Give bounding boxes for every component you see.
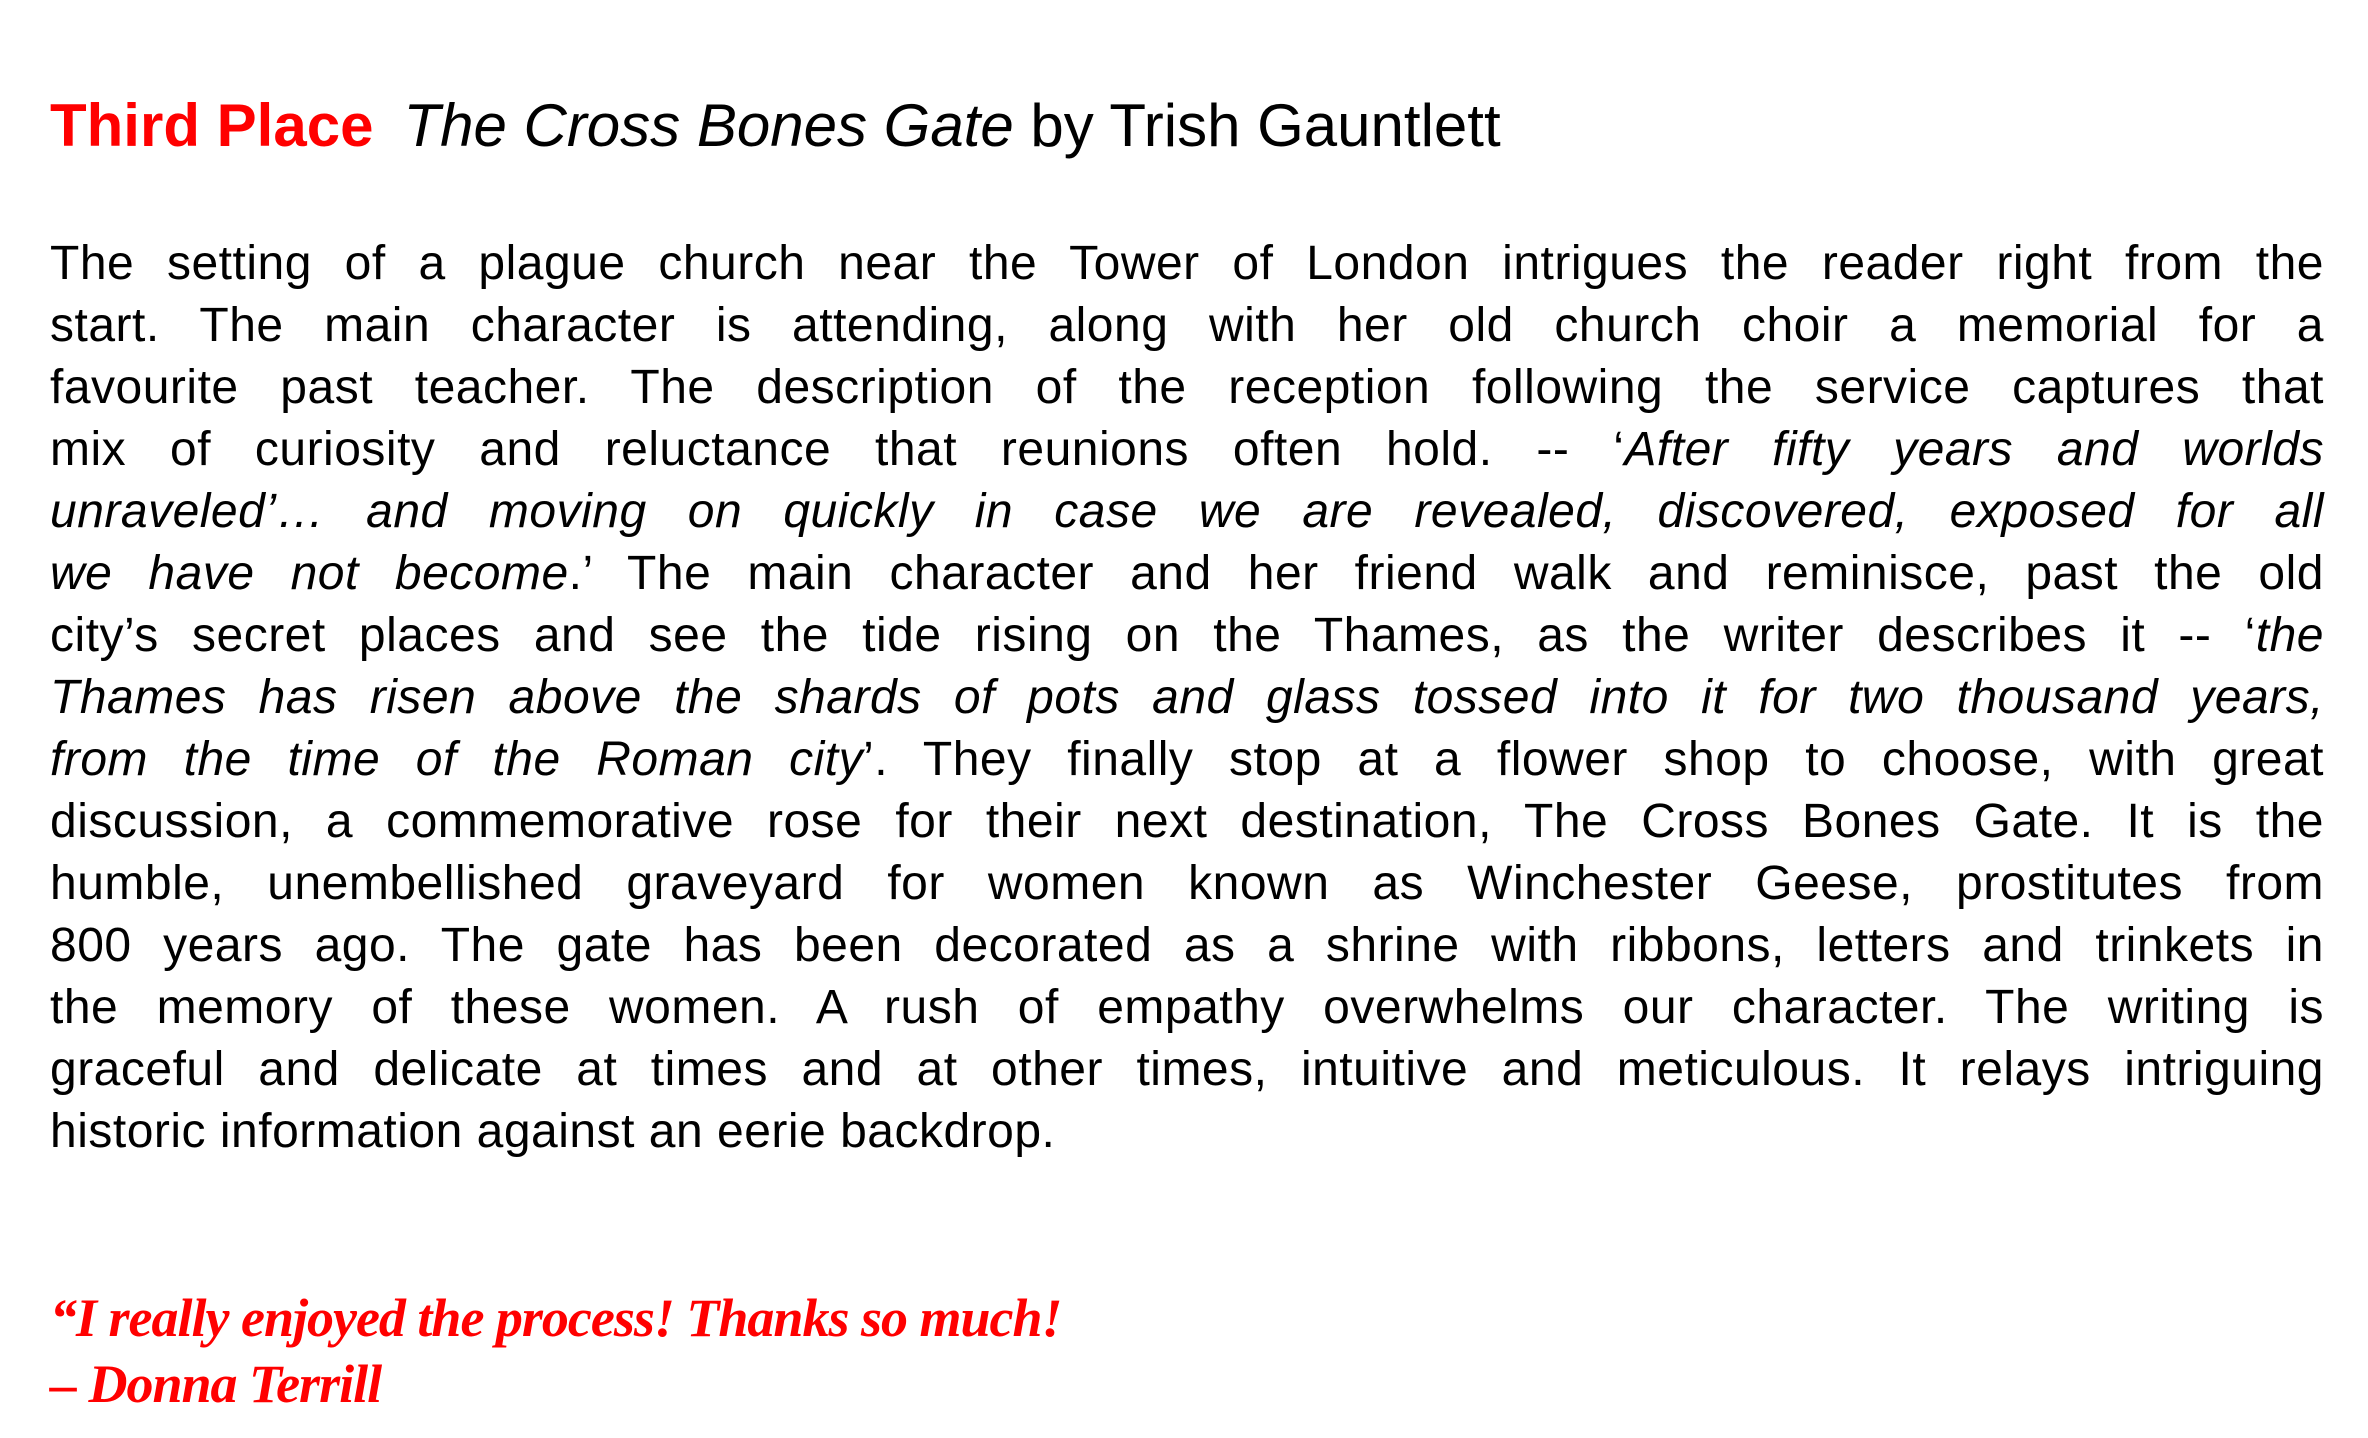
paragraph-line: [50, 605, 2324, 667]
quoted-excerpt: unraveled’… and moving on quickly in case we are revealed, discovered, exposed for all: [50, 485, 2324, 538]
paragraph-line: [50, 915, 2324, 977]
text-segment: the memory of these women. A rush of empathy overwhelms our character. The writing is: [50, 981, 2324, 1034]
text-segment: humble, unembellished graveyard for women known as Winchester Geese, prostitutes from: [50, 857, 2324, 910]
text-segment: start. The main character is attending, along with her old church choir a memorial for a: [50, 299, 2324, 352]
placement-label: Third Place: [50, 92, 374, 159]
testimonial: [50, 1285, 1062, 1417]
text-segment: mix of curiosity and reluctance that reunions often hold. -- ‘: [50, 423, 1625, 476]
text-segment: The setting of a plague church near the Tower of London intrigues the reader right from the: [50, 237, 2324, 290]
paragraph-line: [50, 543, 2324, 605]
quoted-excerpt: Thames has risen above the shards of pots and glass tossed into it for two thousand years,: [50, 671, 2324, 724]
text-segment: .’ The main character and her friend walk and reminisce, past the old: [568, 547, 2324, 600]
paragraph-line: [50, 853, 2324, 915]
author-byline: by Trish Gauntlett: [1030, 92, 1501, 159]
paragraph-line: [50, 481, 2324, 543]
testimonial-author: – Donna Terrill: [50, 1354, 382, 1414]
paragraph-line: [50, 977, 2324, 1039]
text-segment: historic information against an eerie backdrop.: [50, 1105, 1056, 1158]
work-title: The Cross Bones Gate: [403, 92, 1014, 159]
paragraph-line: [50, 233, 2324, 295]
entry-heading: [50, 91, 1501, 161]
text-segment: 800 years ago. The gate has been decorated as a shrine with ribbons, letters and trinkets in: [50, 919, 2324, 972]
quoted-excerpt: After fifty years and worlds: [1624, 423, 2324, 476]
paragraph-line: [50, 1101, 2324, 1163]
text-segment: favourite past teacher. The description of the reception following the service captures that: [50, 361, 2324, 414]
paragraph-line: [50, 357, 2324, 419]
paragraph-line: [50, 791, 2324, 853]
quoted-excerpt: we have not become: [50, 547, 569, 600]
text-segment: discussion, a commemorative rose for their next destination, The Cross Bones Gate. It is the: [50, 795, 2324, 848]
paragraph-line: [50, 419, 2324, 481]
quoted-excerpt: from the time of the Roman city: [50, 733, 864, 786]
text-segment: graceful and delicate at times and at other times, intuitive and meticulous. It relays intriguing: [50, 1043, 2324, 1096]
paragraph-line: [50, 295, 2324, 357]
paragraph-line: [50, 1039, 2324, 1101]
paragraph-line: [50, 667, 2324, 729]
text-segment: city’s secret places and see the tide rising on the Thames, as the writer describes it -- ‘: [50, 609, 2256, 662]
quoted-excerpt: the: [2255, 609, 2324, 662]
testimonial-quote: “I really enjoyed the process! Thanks so much!: [50, 1288, 1062, 1348]
text-segment: ’. They finally stop at a flower shop to choose, with great: [863, 733, 2324, 786]
paragraph-line: [50, 729, 2324, 791]
review-paragraph: [50, 233, 2324, 1163]
